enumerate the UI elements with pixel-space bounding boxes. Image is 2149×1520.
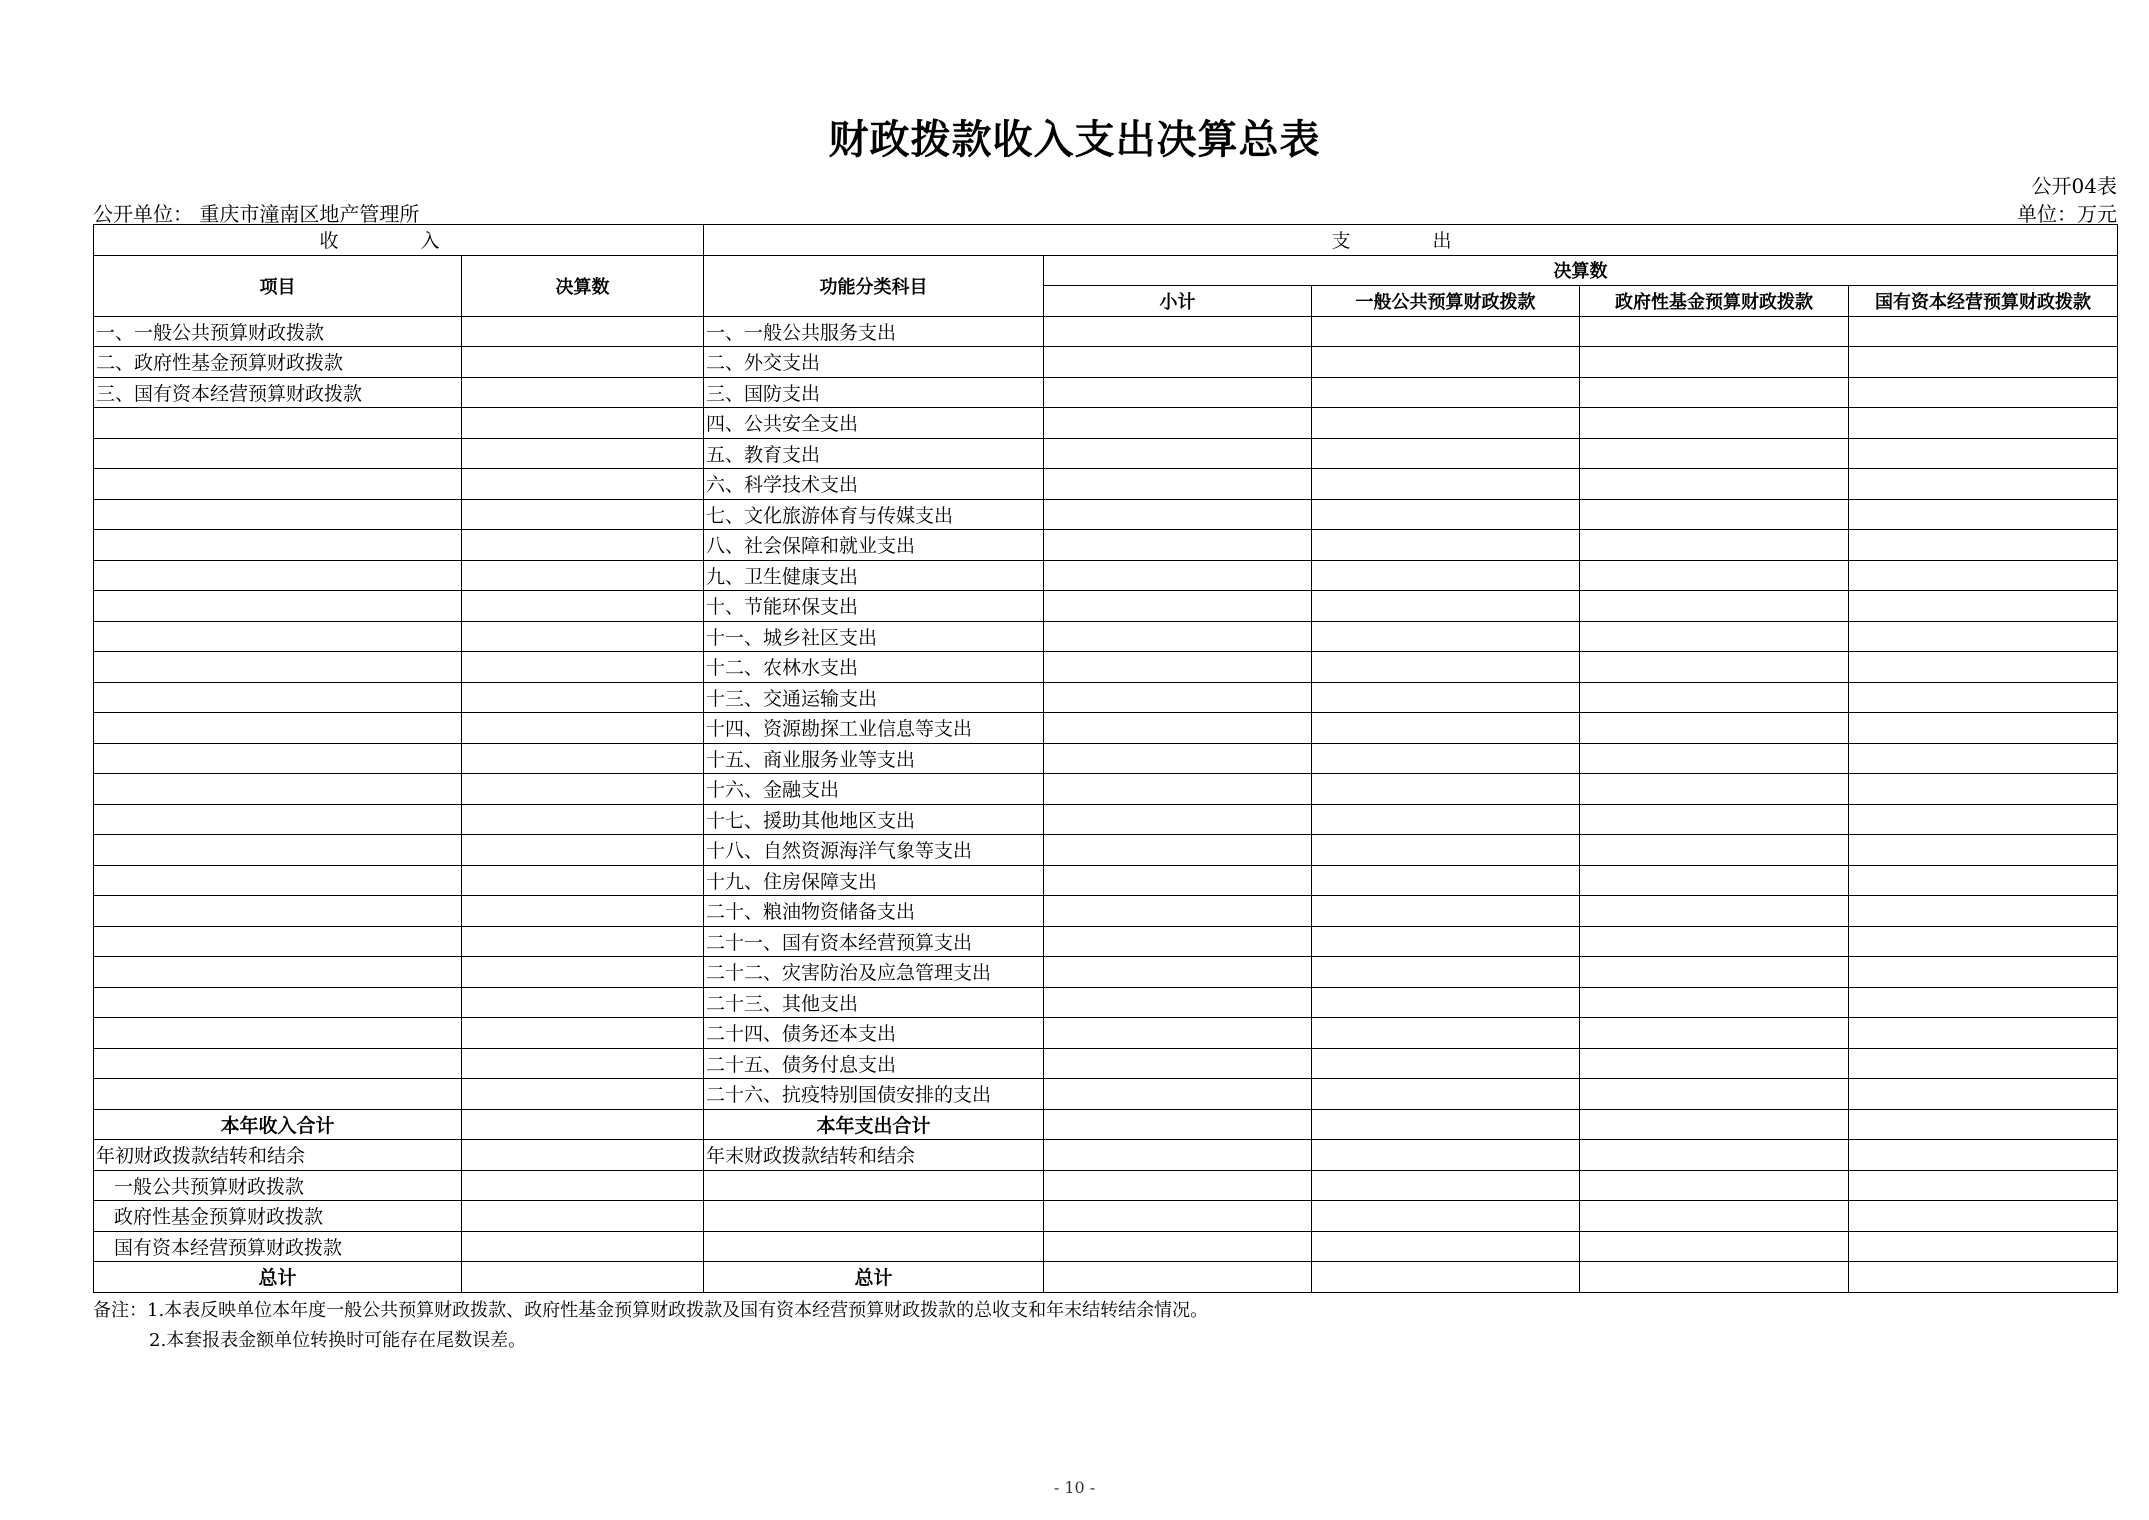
note-2: 2.本套报表金额单位转换时可能存在尾数误差。 <box>149 1330 527 1351</box>
expense-item: 十七、援助其他地区支出 <box>704 804 1044 835</box>
state-capital-cell <box>1849 1201 2118 1232</box>
expense-item: 二十六、抗疫特别国债安排的支出 <box>704 1079 1044 1110</box>
general-budget-cell <box>1312 926 1580 957</box>
expense-item: 十四、资源勘探工业信息等支出 <box>704 713 1044 744</box>
state-capital-cell <box>1849 591 2118 622</box>
expense-item: 十三、交通运输支出 <box>704 682 1044 713</box>
expense-item: 二十二、灾害防治及应急管理支出 <box>704 957 1044 988</box>
gov-fund-cell <box>1580 652 1849 683</box>
state-capital-cell <box>1849 1231 2118 1262</box>
state-capital-cell <box>1849 1262 2118 1293</box>
gov-fund-cell <box>1580 987 1849 1018</box>
general-budget-cell <box>1312 347 1580 378</box>
subtotal-cell <box>1044 1201 1312 1232</box>
gov-fund-cell <box>1580 1079 1849 1110</box>
general-budget-cell <box>1312 591 1580 622</box>
empty-cell <box>94 591 462 622</box>
summary-income-label: 国有资本经营预算财政拨款 <box>94 1231 462 1262</box>
general-budget-cell <box>1312 530 1580 561</box>
general-budget-cell <box>1312 499 1580 530</box>
state-capital-cell <box>1849 896 2118 927</box>
notes <box>93 1296 1208 1356</box>
general-budget-cell <box>1312 1018 1580 1049</box>
income-amount-cell <box>462 1170 704 1201</box>
state-capital-cell <box>1849 652 2118 683</box>
subtotal-cell <box>1044 1231 1312 1262</box>
general-budget-cell <box>1312 682 1580 713</box>
income-item: 三、国有资本经营预算财政拨款 <box>94 377 462 408</box>
table-row <box>94 652 2118 683</box>
income-amount-cell <box>462 926 704 957</box>
table-row <box>94 743 2118 774</box>
empty-cell <box>94 743 462 774</box>
gov-fund-cell <box>1580 713 1849 744</box>
income-amount-cell <box>462 316 704 347</box>
empty-cell <box>94 896 462 927</box>
gov-fund-cell <box>1580 469 1849 500</box>
income-amount-cell <box>462 469 704 500</box>
expense-item: 二十三、其他支出 <box>704 987 1044 1018</box>
state-capital-cell <box>1849 347 2118 378</box>
expense-item: 七、文化旅游体育与传媒支出 <box>704 499 1044 530</box>
gov-fund-cell <box>1580 591 1849 622</box>
budget-table <box>93 224 2118 1293</box>
page-number: - 10 - <box>1053 1478 1096 1497</box>
state-capital-cell <box>1849 987 2118 1018</box>
state-capital-cell <box>1849 530 2118 561</box>
col-header-item: 项目 <box>94 255 462 316</box>
subtotal-cell <box>1044 560 1312 591</box>
general-budget-cell <box>1312 1048 1580 1079</box>
state-capital-cell <box>1849 469 2118 500</box>
subtotal-cell <box>1044 835 1312 866</box>
empty-cell <box>94 682 462 713</box>
expense-item: 二十四、债务还本支出 <box>704 1018 1044 1049</box>
gov-fund-cell <box>1580 530 1849 561</box>
summary-expense-label: 本年支出合计 <box>704 1109 1044 1140</box>
subtotal-cell <box>1044 377 1312 408</box>
table-row <box>94 713 2118 744</box>
expense-item: 二十一、国有资本经营预算支出 <box>704 926 1044 957</box>
subtotal-cell <box>1044 499 1312 530</box>
expense-item: 十八、自然资源海洋气象等支出 <box>704 835 1044 866</box>
table-row <box>94 896 2118 927</box>
income-amount-cell <box>462 743 704 774</box>
income-amount-cell <box>462 1231 704 1262</box>
income-amount-cell <box>462 1201 704 1232</box>
summary-income-label: 总计 <box>94 1262 462 1293</box>
general-budget-cell <box>1312 1170 1580 1201</box>
subtotal-cell <box>1044 347 1312 378</box>
empty-cell <box>94 926 462 957</box>
general-budget-cell <box>1312 1231 1580 1262</box>
subtotal-cell <box>1044 591 1312 622</box>
col-header-general-budget: 一般公共预算财政拨款 <box>1312 286 1580 317</box>
empty-cell <box>94 865 462 896</box>
gov-fund-cell <box>1580 1201 1849 1232</box>
table-row <box>94 835 2118 866</box>
subtotal-cell <box>1044 1048 1312 1079</box>
expense-item: 十一、城乡社区支出 <box>704 621 1044 652</box>
empty-cell <box>94 438 462 469</box>
gov-fund-cell <box>1580 743 1849 774</box>
expense-item: 十二、农林水支出 <box>704 652 1044 683</box>
table-row <box>94 774 2118 805</box>
subtotal-cell <box>1044 1018 1312 1049</box>
empty-cell <box>94 1079 462 1110</box>
form-number: 公开04表 <box>2031 174 2117 198</box>
col-header-func-subject: 功能分类科目 <box>704 255 1044 316</box>
general-budget-cell <box>1312 835 1580 866</box>
expense-item: 二十五、债务付息支出 <box>704 1048 1044 1079</box>
empty-cell <box>94 804 462 835</box>
table-row <box>94 469 2118 500</box>
subtotal-cell <box>1044 408 1312 439</box>
state-capital-cell <box>1849 926 2118 957</box>
income-amount-cell <box>462 438 704 469</box>
general-budget-cell <box>1312 377 1580 408</box>
subtotal-cell <box>1044 1079 1312 1110</box>
table-row <box>94 1079 2118 1110</box>
gov-fund-cell <box>1580 408 1849 439</box>
income-amount-cell <box>462 408 704 439</box>
summary-expense-label: 总计 <box>704 1262 1044 1293</box>
income-amount-cell <box>462 530 704 561</box>
general-budget-cell <box>1312 652 1580 683</box>
table-row <box>94 347 2118 378</box>
year-total-row <box>94 1109 2118 1140</box>
general-budget-cell <box>1312 896 1580 927</box>
gov-fund-cell <box>1580 896 1849 927</box>
state-capital-cell <box>1849 438 2118 469</box>
table-row <box>94 957 2118 988</box>
expense-item: 四、公共安全支出 <box>704 408 1044 439</box>
gov-fund-cell <box>1580 1170 1849 1201</box>
state-capital-cell <box>1849 560 2118 591</box>
subtotal-cell <box>1044 713 1312 744</box>
reporting-unit-name: 重庆市潼南区地产管理所 <box>199 202 420 226</box>
subtotal-cell <box>1044 621 1312 652</box>
income-amount-cell <box>462 347 704 378</box>
reporting-unit <box>93 198 419 227</box>
general-budget-cell <box>1312 865 1580 896</box>
subtotal-cell <box>1044 652 1312 683</box>
general-budget-cell <box>1312 1262 1580 1293</box>
income-amount-cell <box>462 1109 704 1140</box>
subtotal-cell <box>1044 469 1312 500</box>
empty-cell <box>704 1201 1044 1232</box>
gov-fund-cell <box>1580 835 1849 866</box>
gov-fund-cell <box>1580 682 1849 713</box>
empty-cell <box>94 652 462 683</box>
table-row <box>94 865 2118 896</box>
gov-fund-cell <box>1580 774 1849 805</box>
general-budget-cell <box>1312 469 1580 500</box>
subtotal-cell <box>1044 438 1312 469</box>
summary-income-label: 年初财政拨款结转和结余 <box>94 1140 462 1171</box>
table-row <box>94 560 2118 591</box>
general-budget-cell <box>1312 957 1580 988</box>
gov-fund-cell <box>1580 926 1849 957</box>
col-header-gov-fund: 政府性基金预算财政拨款 <box>1580 286 1849 317</box>
income-amount-cell <box>462 713 704 744</box>
expense-item: 十六、金融支出 <box>704 774 1044 805</box>
gov-fund-cell <box>1580 316 1849 347</box>
gov-fund-cell <box>1580 1262 1849 1293</box>
subtotal-cell <box>1044 896 1312 927</box>
state-capital-cell <box>1849 713 2118 744</box>
subtotal-cell <box>1044 316 1312 347</box>
reporting-unit-label: 公开单位： <box>93 202 193 226</box>
empty-cell <box>94 957 462 988</box>
general-budget-cell <box>1312 804 1580 835</box>
expense-item: 十、节能环保支出 <box>704 591 1044 622</box>
subtotal-cell <box>1044 530 1312 561</box>
income-amount-cell <box>462 560 704 591</box>
summary-income-label: 一般公共预算财政拨款 <box>94 1170 462 1201</box>
income-amount-cell <box>462 499 704 530</box>
gov-fund-cell <box>1580 1109 1849 1140</box>
expense-item: 十五、商业服务业等支出 <box>704 743 1044 774</box>
empty-cell <box>94 1048 462 1079</box>
empty-cell <box>94 560 462 591</box>
empty-cell <box>94 621 462 652</box>
expense-item: 八、社会保障和就业支出 <box>704 530 1044 561</box>
table-row <box>94 499 2118 530</box>
state-capital-cell <box>1849 1018 2118 1049</box>
table-row <box>94 926 2118 957</box>
general-budget-cell <box>1312 621 1580 652</box>
gov-fund-cell <box>1580 499 1849 530</box>
table-row <box>94 530 2118 561</box>
general-budget-cell <box>1312 560 1580 591</box>
income-item: 一、一般公共预算财政拨款 <box>94 316 462 347</box>
income-amount-cell <box>462 377 704 408</box>
state-capital-cell <box>1849 835 2118 866</box>
empty-cell <box>94 469 462 500</box>
subtotal-cell <box>1044 1140 1312 1171</box>
table-row <box>94 682 2118 713</box>
general-budget-cell <box>1312 1079 1580 1110</box>
table-row <box>94 316 2118 347</box>
general-budget-cell <box>1312 408 1580 439</box>
gov-fund-cell <box>1580 1048 1849 1079</box>
gov-fund-cell <box>1580 377 1849 408</box>
gov-fund-cell <box>1580 865 1849 896</box>
carryover-row <box>94 1140 2118 1171</box>
general-budget-cell <box>1312 316 1580 347</box>
carryover-general-row <box>94 1170 2118 1201</box>
subtotal-cell <box>1044 987 1312 1018</box>
gov-fund-cell <box>1580 347 1849 378</box>
general-budget-cell <box>1312 713 1580 744</box>
income-amount-cell <box>462 1262 704 1293</box>
income-amount-cell <box>462 804 704 835</box>
table-row <box>94 621 2118 652</box>
income-amount-cell <box>462 865 704 896</box>
general-budget-cell <box>1312 438 1580 469</box>
table-row <box>94 1048 2118 1079</box>
empty-cell <box>94 835 462 866</box>
col-header-final-amount: 决算数 <box>1044 255 2118 286</box>
state-capital-cell <box>1849 804 2118 835</box>
empty-cell <box>94 713 462 744</box>
state-capital-cell <box>1849 377 2118 408</box>
state-capital-cell <box>1849 1079 2118 1110</box>
table-row <box>94 438 2118 469</box>
expense-item: 五、教育支出 <box>704 438 1044 469</box>
subtotal-cell <box>1044 865 1312 896</box>
income-amount-cell <box>462 1079 704 1110</box>
state-capital-cell <box>1849 865 2118 896</box>
general-budget-cell <box>1312 1109 1580 1140</box>
page-title: 财政拨款收入支出决算总表 <box>828 117 1321 163</box>
empty-cell <box>94 499 462 530</box>
subtotal-cell <box>1044 1170 1312 1201</box>
empty-cell <box>94 774 462 805</box>
col-header-state-capital: 国有资本经营预算财政拨款 <box>1849 286 2118 317</box>
general-budget-cell <box>1312 743 1580 774</box>
subtotal-cell <box>1044 804 1312 835</box>
state-capital-cell <box>1849 682 2118 713</box>
general-budget-cell <box>1312 987 1580 1018</box>
state-capital-cell <box>1849 743 2118 774</box>
gov-fund-cell <box>1580 621 1849 652</box>
empty-cell <box>94 408 462 439</box>
income-amount-cell <box>462 835 704 866</box>
carryover-fund-row <box>94 1201 2118 1232</box>
gov-fund-cell <box>1580 1140 1849 1171</box>
subtotal-cell <box>1044 1109 1312 1140</box>
income-amount-cell <box>462 591 704 622</box>
note-1: 备注：1.本表反映单位本年度一般公共预算财政拨款、政府性基金预算财政拨款及国有资本经营预算财政拨款的总收支和年末结转结余情况。 <box>93 1300 1209 1321</box>
subtotal-cell <box>1044 957 1312 988</box>
gov-fund-cell <box>1580 804 1849 835</box>
income-amount-cell <box>462 987 704 1018</box>
unit-line <box>93 198 2117 224</box>
grand-total-row <box>94 1262 2118 1293</box>
income-item: 二、政府性基金预算财政拨款 <box>94 347 462 378</box>
income-amount-cell <box>462 896 704 927</box>
gov-fund-cell <box>1580 957 1849 988</box>
subtotal-cell <box>1044 926 1312 957</box>
state-capital-cell <box>1849 774 2118 805</box>
expense-item: 二、外交支出 <box>704 347 1044 378</box>
state-capital-cell <box>1849 1140 2118 1171</box>
general-budget-cell <box>1312 1201 1580 1232</box>
general-budget-cell <box>1312 1140 1580 1171</box>
state-capital-cell <box>1849 621 2118 652</box>
empty-cell <box>94 530 462 561</box>
income-amount-cell <box>462 652 704 683</box>
general-budget-cell <box>1312 774 1580 805</box>
income-amount-cell <box>462 774 704 805</box>
income-amount-cell <box>462 957 704 988</box>
header-row-2 <box>94 255 2118 286</box>
state-capital-cell <box>1849 1109 2118 1140</box>
income-amount-cell <box>462 1018 704 1049</box>
expense-item: 三、国防支出 <box>704 377 1044 408</box>
table-row <box>94 987 2118 1018</box>
expense-item: 十九、住房保障支出 <box>704 865 1044 896</box>
empty-cell <box>704 1231 1044 1262</box>
subtotal-cell <box>1044 682 1312 713</box>
col-header-amount: 决算数 <box>462 255 704 316</box>
state-capital-cell <box>1849 408 2118 439</box>
income-amount-cell <box>462 1048 704 1079</box>
income-amount-cell <box>462 1140 704 1171</box>
state-capital-cell <box>1849 1170 2118 1201</box>
table-row <box>94 377 2118 408</box>
income-section-header: 收 入 <box>94 225 704 256</box>
table-row <box>94 1018 2118 1049</box>
currency-unit: 单位：万元 <box>2017 202 2117 226</box>
empty-cell <box>94 987 462 1018</box>
header-row-1 <box>94 225 2118 256</box>
income-amount-cell <box>462 621 704 652</box>
gov-fund-cell <box>1580 1018 1849 1049</box>
income-amount-cell <box>462 682 704 713</box>
state-capital-cell <box>1849 1048 2118 1079</box>
subtotal-cell <box>1044 774 1312 805</box>
state-capital-cell <box>1849 957 2118 988</box>
table-row <box>94 804 2118 835</box>
table-row <box>94 408 2118 439</box>
empty-cell <box>704 1170 1044 1201</box>
expense-section-header: 支 出 <box>704 225 2118 256</box>
expense-item: 二十、粮油物资储备支出 <box>704 896 1044 927</box>
state-capital-cell <box>1849 499 2118 530</box>
subtotal-cell <box>1044 1262 1312 1293</box>
carryover-capital-row <box>94 1231 2118 1262</box>
expense-item: 一、一般公共服务支出 <box>704 316 1044 347</box>
expense-item: 九、卫生健康支出 <box>704 560 1044 591</box>
summary-income-label: 本年收入合计 <box>94 1109 462 1140</box>
table-row <box>94 591 2118 622</box>
expense-item: 六、科学技术支出 <box>704 469 1044 500</box>
subtotal-cell <box>1044 743 1312 774</box>
empty-cell <box>94 1018 462 1049</box>
summary-expense-label: 年末财政拨款结转和结余 <box>704 1140 1044 1171</box>
gov-fund-cell <box>1580 438 1849 469</box>
summary-income-label: 政府性基金预算财政拨款 <box>94 1201 462 1232</box>
gov-fund-cell <box>1580 1231 1849 1262</box>
col-header-subtotal: 小计 <box>1044 286 1312 317</box>
gov-fund-cell <box>1580 560 1849 591</box>
state-capital-cell <box>1849 316 2118 347</box>
